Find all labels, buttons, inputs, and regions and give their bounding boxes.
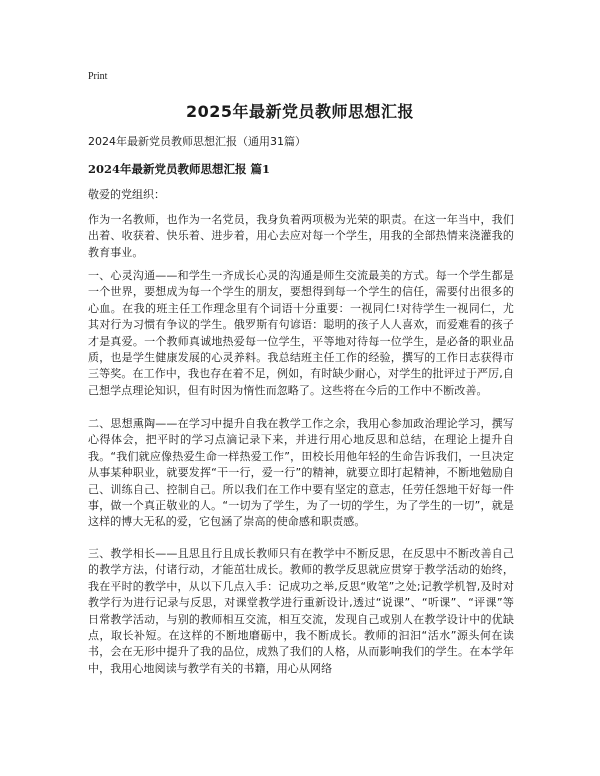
paragraph-text: 二、思想熏陶——在学习中提升自我在教学工作之余，我用心参加政治理论学习，撰写心得体会，把平时的学习点滴记录下来，并进行用心地反思和总结，在理论上提升自我。“我们就应像热爱生命一样热爱工作”，田校长用他年轻的生命告诉我们，一旦决定从事某种职业，就要发挥“干一行，爱一行”的精神，就要立即打起精神，不断地勉励自己、训练自己、控制自己。所以我们在工作中要有坚定的意志，任劳任怨地干好每一件事，做一个真正敬业的人。“一切为了学生，为了一切的学生，为了学生的一切”，就是这样的博大无私的爱，它包涵了崇高的使命感和职责感。 xyxy=(88,417,514,529)
salutation: 敬爱的党组织： xyxy=(88,188,165,201)
paragraph-heart-communication xyxy=(88,268,514,399)
paragraph-teaching-growth xyxy=(88,546,514,677)
paragraph-text: 作为一名教师，也作为一名党员，我身负着两项极为光荣的职责。在这一年当中，我们出着、收获着、快乐着、进步着，用心去应对每一个学生，用我的全部热情来浇灌我的教育事业。 xyxy=(88,213,514,259)
print-label: Print xyxy=(88,71,108,82)
paragraph-text: 三、教学相长——且思且行且成长教师只有在教学中不断反思，在反思中不断改善自己的教学方法，付诸行动，才能茁壮成长。教师的教学反思就应贯穿于教学活动的始终，我在平时的教学中，从以下几点入手：记成功之举,反思“败笔”之处;记教学机智,及时对教学行为进行记录与反思，对课堂教学进行重新设计,透过“说课”、“听课”、“评课”等日常教学活动，与别的教师相互交流，相互交流，发现自己或别人在教学设计中的优缺点，取长补短。在这样的不断地磨砺中，我不断成长。教师的汩汩“活水”源头何在读书，会在无形中提升了我的品位，成熟了我们的人格，从而影响我们的学生。在本学年中，我用心地阅读与教学有关的书籍，用心从网络 xyxy=(88,547,514,675)
paragraph-intro xyxy=(88,212,514,261)
section-heading: 2024年最新党员教师思想汇报 篇1 xyxy=(88,162,271,176)
paragraph-text: 一、心灵沟通——和学生一齐成长心灵的沟通是师生交流最美的方式。每一个学生都是一个世界，要想成为每一个学生的朋友，要想得到每一个学生的信任，需要付出很多的心血。在我的班主任工作理念里有个词语十分重要：一视同仁!对待学生一视同仁，尤其对行为习惯有争议的学生。俄罗斯有句谚语：聪明的孩子人人喜欢，而爱难看的孩子才是真爱。一个教师真诚地热爱每一位学生，平等地对待每一位学生，是必备的职业品质，也是学生健康发展的心灵养料。我总结班主任工作的经验，撰写的工作日志获得市三等奖。在工作中，我也存在着不足，例如，有时缺少耐心，对学生的批评过于严厉,自己想学点理论知识，但有时因为惰性而忽略了。这些将在今后的工作中不断改善。 xyxy=(88,269,514,397)
page-title: 2025年最新党员教师思想汇报 xyxy=(185,102,415,121)
paragraph-ideological-influence xyxy=(88,416,514,531)
document-subtitle: 2024年最新党员教师思想汇报（通用31篇） xyxy=(88,135,306,148)
